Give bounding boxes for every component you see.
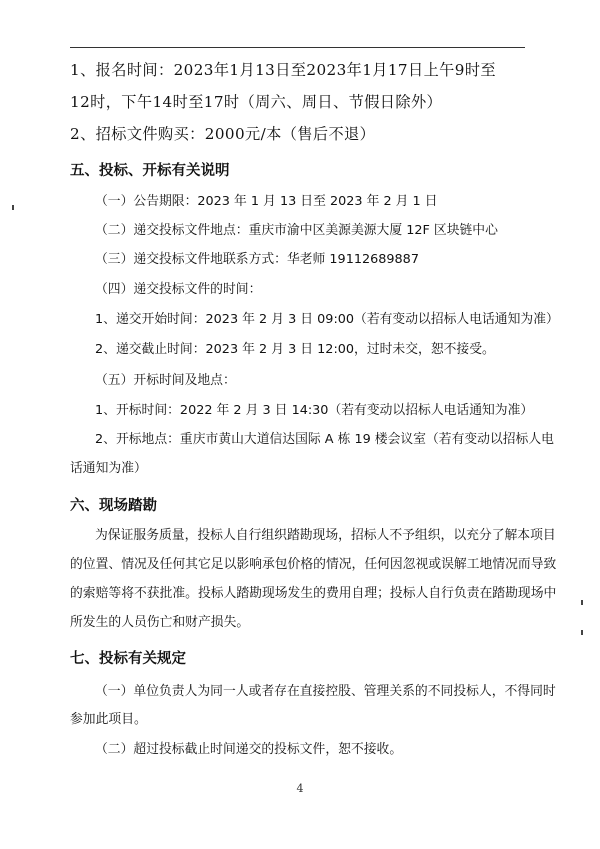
site-visit-para-line-1: 为保证服务质量，投标人自行组织踏勘现场，招标人不予组织，以充分了解本项目: [95, 528, 556, 543]
page-number: 4: [296, 782, 304, 795]
scan-speck: [581, 600, 583, 605]
opening-heading: （五）开标时间及地点：: [95, 373, 236, 388]
submit-location: （二）递交投标文件地点：重庆市渝中区美源美源大厦 12F 区块链中心: [95, 223, 498, 238]
document-fee-line: 2、招标文件购买：2000元/本（售后不退）: [70, 125, 376, 143]
rule-2: （二）超过投标截止时间递交的投标文件，恕不接收。: [95, 742, 403, 757]
opening-place-line-2: 话通知为准）: [70, 461, 147, 476]
section-7-heading: 七、投标有关规定: [70, 651, 186, 667]
section-5-heading: 五、投标、开标有关说明: [70, 163, 230, 179]
opening-place-line-1: 2、开标地点：重庆市黄山大道信达国际 A 栋 19 楼会议室（若有变动以招标人电: [95, 432, 554, 447]
submit-time-heading: （四）递交投标文件的时间：: [95, 282, 262, 297]
rule-1-line-1: （一）单位负责人为同一人或者存在直接控股、管理关系的不同投标人，不得同时: [95, 684, 556, 699]
registration-time-line-2: 12时，下午14时至17时（周六、周日、节假日除外）: [70, 93, 443, 111]
site-visit-para-line-2: 的位置、情况及任何其它足以影响承包价格的情况，任何因忽视或误解工地情况而导致: [70, 557, 557, 572]
registration-time-line-1: 1、报名时间：2023年1月13日至2023年1月17日上午9时至: [70, 61, 496, 79]
opening-time: 1、开标时间：2022 年 2 月 3 日 14:30（若有变动以招标人电话通知为准）: [95, 403, 534, 418]
submit-start-time: 1、递交开始时间：2023 年 2 月 3 日 09:00（若有变动以招标人电话通知为准）: [95, 312, 559, 327]
site-visit-para-line-3: 的索赔等将不获批准。投标人踏勘现场发生的费用自理；投标人自行负责在踏勘现场中: [70, 586, 557, 601]
header-rule: [70, 47, 525, 48]
scan-speck: [581, 630, 583, 635]
submit-end-time: 2、递交截止时间：2023 年 2 月 3 日 12:00，过时未交，恕不接受。: [95, 342, 495, 357]
rule-1-line-2: 参加此项目。: [70, 712, 147, 727]
section-6-heading: 六、现场踏勘: [70, 498, 157, 514]
notice-period: （一）公告期限：2023 年 1 月 13 日至 2023 年 2 月 1 日: [95, 194, 438, 209]
site-visit-para-line-4: 所发生的人员伤亡和财产损失。: [70, 615, 250, 630]
submit-contact: （三）递交投标文件地联系方式：华老师 19112689887: [95, 252, 419, 267]
scan-speck: [12, 205, 14, 210]
